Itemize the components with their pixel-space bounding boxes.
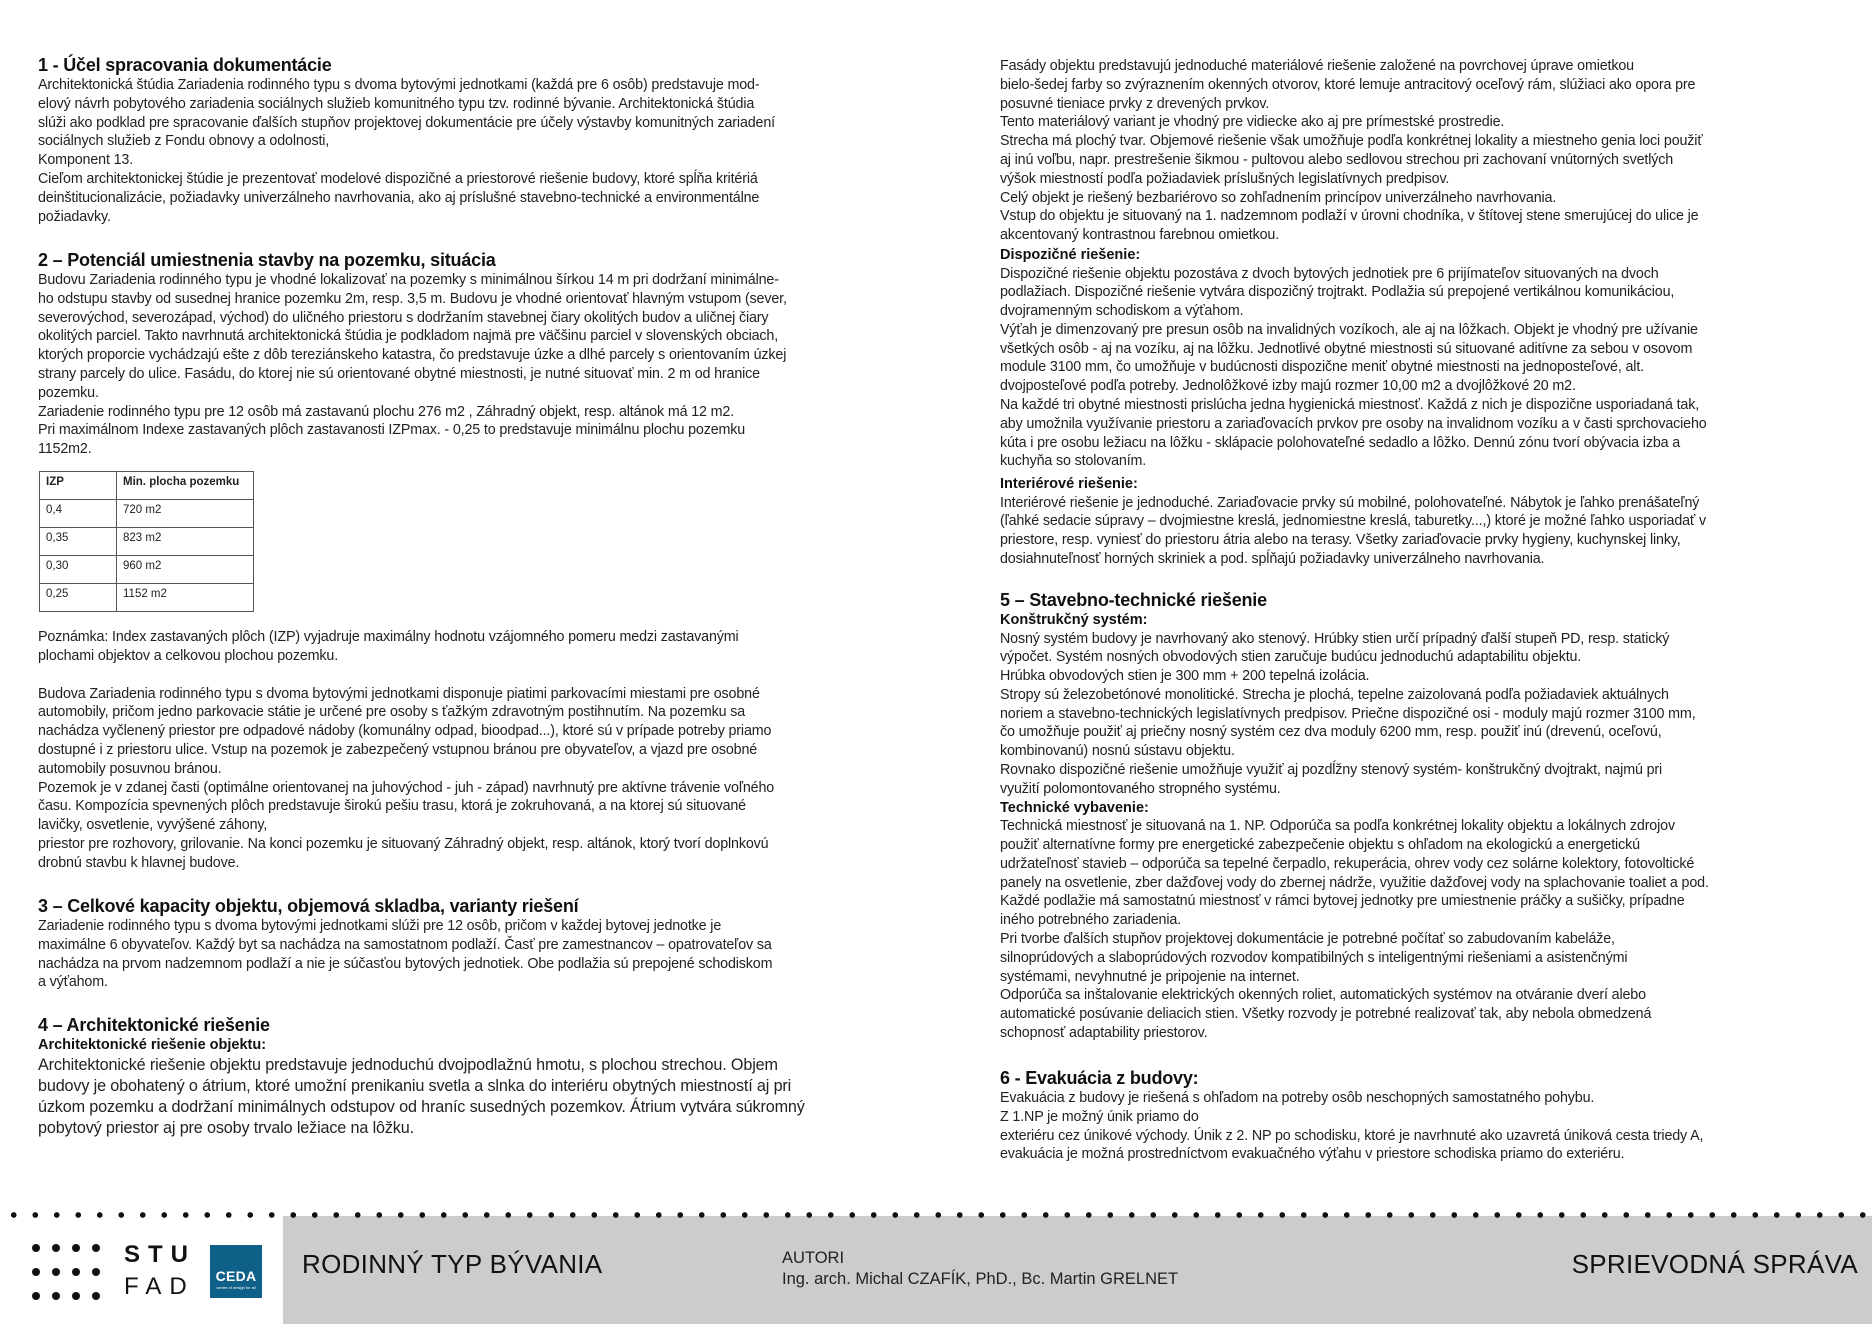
table-row: [40, 527, 254, 555]
section-facade: [1000, 57, 1850, 245]
interior-subtitle: Interiérové riešenie:: [1000, 476, 1138, 492]
facade-text: Fasády objektu predstavujú jednoduché materiálové riešenie založené na povrchovej úprave omietkou bielo-šedej farby so zvýraznením okenných otvorov, ktoré lemuje antracitový oceľový rám, slúžiaci ako opora pre posuvné tieniace prvky z drevených prvkov. Tento materiálový variant je vhodný pre vidiecke ako aj pre prímestské prostredie. Strecha má plochý tvar. Objemové riešenie však umožňuje podľa konkrétnej lokality a miestneho genia loci použiť aj inú voľbu, napr. prestrešenie šikmou - pultovou alebo sedlovou strechou pri zachovaní vnútorných svetlých výšok miestností podľa požiadaviek príslušných legislatívnych predpisov. Celý objekt je riešený bezbariérovo so zohľadnením princípov univerzálneho navrhovania. Vstup do objektu je situovaný na 1. nadzemnom podlaží v úrovni chodníka, v štítovej stene smerujúcej do ulice je akcentovaný kontrastnou farebnou omietkou.: [1000, 58, 1703, 244]
section-4-architecture: [38, 1015, 938, 1139]
section-title: 2 – Potenciál umiestnenia stavby na pozemku, situácia: [38, 250, 496, 270]
column-header-min-area: Min. plocha pozemku: [117, 471, 254, 499]
section-text: Budovu Zariadenia rodinného typu je vhodné lokalizovať na pozemky s minimálnou šírkou 14 m pri dodržaní minimálne- ho odstupu stavby od susednej hranice pozemku 2m, resp. 3,5 m. Budovu je vhodné orientovať hlavným vstupom (sever, severovýchod, severozápad, východ) do uličného priestoru s dodržaním stavebnej čiary okolitých budov a uličnej čiary okolitých parciel. Takto navrhnutá architektonická štúdia je podkladom najmä pre väčšinu parciel v slovenských obciach, ktorých proporcie vychádzajú ešte z dôb tereziánskeho katastra, čo predstavuje úzke a dlhé parcely s orientovaním úzkej strany parcely do ulice. Fasádu, do ktorej nie sú orientované obytné miestnosti, je nutné situovať min. 2 m od hranice pozemku. Zariadenie rodinného typu pre 12 osôb má zastavanú plochu 276 m2 , Záhradný objekt, resp. altánok má 12 m2. Pri maximálnom Indexe zastavaných plôch zastavanosti IZPmax. - 0,25 to predstavuje minimálnu plochu pozemku 1152m2.: [38, 272, 787, 458]
logo-stu-text: STU: [124, 1241, 196, 1268]
authors-label: AUTORI: [782, 1249, 845, 1267]
section-subtitle: Architektonické riešenie objektu:: [38, 1037, 267, 1053]
document-title: SPRIEVODNÁ SPRÁVA: [1571, 1249, 1858, 1279]
cell-min-area: 1152 m2: [117, 583, 254, 611]
table-row: [40, 583, 254, 611]
section-text-parking: Budova Zariadenia rodinného typu s dvoma bytovými jednotkami disponuje piatimi parkovacími miestami pre osobné automobily, pričom jedno parkovacie státie je určené pre osoby s ťažkým zdravotným postihnutím. Na pozemku sa nachádza vyčlenený priestor pre odpadové nádoby (komunálny odpad, bioodpad...), ktoré sú v prípade potreby priamo dostupné i z priestoru ulice. Vstup na pozemok je zabezpečený vstupnou bránou pre obyvateľov, a vjazd pre osobné automobily posuvnou bránou. Pozemok je v zdanej časti (optimálne orientovanej na juhovýchod - juh - západ) navrhnutý pre aktívne trávenie voľného času. Kompozícia spevnených plôch predstavuje širokú pešiu trasu, ktorá je zokruhovaná, a na ktorej sú situované lavičky, osvetlenie, vyvýšené záhony, priestor pre rozhovory, grilovanie. Na konci pozemku je situovaný Záhradný objekt, resp. altánok, ktorý tvorí doplnkovú drobnú stavbu k hlavnej budove.: [38, 685, 775, 871]
section-text: Zariadenie rodinného typu s dvoma bytovými jednotkami slúži pre 12 osôb, pričom v každej bytovej jednotke je maximálne 6 obyvateľov. Každý byt sa nachádza na samostatnom podlaží. Časť pre zamestnancov – opatrovateľov sa nachádza na prvom nadzemnom podlaží a nie je súčasťou bytových jednotiek. Obe podlažia sú prepojené schodiskom a výťahom.: [38, 918, 773, 991]
project-title: RODINNÝ TYP BÝVANIA: [302, 1249, 603, 1279]
dotted-divider: [0, 1212, 1872, 1218]
table-row: [40, 499, 254, 527]
ceda-logo-subtext: centre of design for all: [216, 1285, 256, 1290]
cell-izp: 0,30: [40, 555, 117, 583]
section-disposition: [1000, 246, 1850, 471]
cell-izp: 0,25: [40, 583, 117, 611]
logo-dot-grid-icon: [32, 1244, 108, 1304]
cell-min-area: 823 m2: [117, 527, 254, 555]
section-text: Architektonické riešenie objektu predstavuje jednoduchú dvojpodlažnú hmotu, s plochou strechou. Objem budovy je obohatený o átrium, ktoré umožní prenikaniu svetla a slnka do interiéru obytných miestností aj pri úzkom pozemku a dodržaní minimálnych odstupov od hraníc susedných pozemkov. Átrium vytvára súkromný pobytový priestor aj pre osoby trvalo ležiace na lôžku.: [38, 1055, 805, 1137]
section-title: 6 - Evakuácia z budovy:: [1000, 1068, 1199, 1088]
table-header-row: [40, 471, 254, 499]
section-text: Evakuácia z budovy je riešená s ohľadom na potreby osôb neschopných samostatného pohybu. Z 1.NP je možný únik priamo do exteriéru cez únikové východy. Únik z 2. NP po schodisku, ktoré je navrhnuté ako uzavretá úniková cesta triedy A, evakuácia je možná prostredníctvom evakuačného výťahu v priestore schodiska priamo do exteriéru.: [1000, 1090, 1704, 1163]
technical-equipment-subtitle: Technické vybavenie:: [1000, 799, 1149, 816]
ceda-logo: [210, 1245, 262, 1298]
column-header-izp: IZP: [40, 471, 117, 499]
interior-text: Interiérové riešenie je jednoduché. Zariaďovacie prvky sú mobilné, polohovateľné. Nábytok je ľahko prenášateľný (ľahké sedacie súpravy – dvojmiestne kreslá, jednomiestne kreslá, taburetky...,) ktoré je možné ľahko usporiadať v priestore, resp. vyniesť do priestoru átria alebo na terasy. Všetky zariaďovacie prvky hygieny, kuchynskej linky, dosiahnuteľnosť horných skriniek a pod. spĺňajú požiadavky univerzálneho navrhovania.: [1000, 494, 1706, 567]
cell-min-area: 960 m2: [117, 555, 254, 583]
authors-block: [782, 1248, 1178, 1290]
section-title: 5 – Stavebno-technické riešenie: [1000, 590, 1267, 610]
section-3-capacity: [38, 896, 938, 992]
izp-table: [39, 471, 254, 612]
ceda-logo-text: CEDA: [215, 1268, 257, 1284]
section-interior: [1000, 475, 1850, 569]
disposition-subtitle: Dispozičné riešenie:: [1000, 247, 1141, 263]
section-2-site: [38, 250, 938, 873]
section-title: 3 – Celkové kapacity objektu, objemová skladba, varianty riešení: [38, 896, 579, 916]
structural-system-subtitle: Konštrukčný systém:: [1000, 612, 1148, 628]
structural-system-text: Nosný systém budovy je navrhovaný ako stenový. Hrúbky stien určí prípadný ďalší stupeň PD, resp. statický výpočet. Systém nosných obvodových stien zaručuje budúcu jednoduchú adaptabilitu objektu. Hrúbka obvodových stien je 300 mm + 200 tepelná izolácia. Stropy sú železobetónové monolitické. Strecha je plochá, tepelne zaizolovaná podľa požiadaviek aktuálnych noriem a stavebno-technických legislatívnych predpisov. Priečne dispozičné osi - moduly majú rozmer 3100 mm, čo umožňuje použiť aj priečny nosný systém cez dva moduly 6200 mm, resp. použiť inú (drevenú, oceľovú, kombinovanú) nosnú sústavu objektu. Rovnako dispozičné riešenie umožňuje využiť aj pozdĺžny stenový systém- konštrukčný dvojtrakt, najmú pri využití polomontovaného stropného systému.: [1000, 630, 1696, 797]
table-row: [40, 555, 254, 583]
cell-min-area: 720 m2: [117, 499, 254, 527]
section-5-construction: [1000, 590, 1850, 1043]
section-title: 1 - Účel spracovania dokumentácie: [38, 55, 332, 75]
disposition-text: Dispozičné riešenie objektu pozostáva z dvoch bytových jednotiek pre 6 prijímateľov situovaných na dvoch podlažiach. Dispozičné riešenie vytvára dispozičný trojtrakt. Podlažia sú prepojené vertikálnou komunikáciou, dvojramenným schodiskom a výťahom. Výťah je dimenzovaný pre presun osôb na invalidných vozíkoch, ale aj na lôžkach. Objekt je vhodný pre užívanie všetkých osôb - aj na vozíku, aj na lôžku. Jednotlivé obytné miestnosti sú situované aditívne za sebou v osovom module 3100 mm, čo umožňuje v budúcnosti dispozične meniť obytné miestnosti na jednoposteľové, alt. dvojposteľové podľa potreby. Jednolôžkové izby majú rozmer 10,00 m2 a dvojlôžkové 20 m2. Na každé tri obytné miestnosti prislúcha jedna hygienická miestnosť. Každá z nich je dispozične usporiadaná tak, aby umožnila využívanie priestoru a zariaďovacích prvkov pre osoby na invalidnom vozíku a v časti sprchovacieho kúta i pre osobu ležiacu na lôžku - sklápacie polohovateľné sedadlo a lôžko. Dennú zónu tvorí obývacia izba a kuchyňa so stolovaním.: [1000, 265, 1707, 470]
technical-equipment-text: Technická miestnosť je situovaná na 1. NP. Odporúča sa podľa konkrétnej lokality objektu a lokálnych zdrojov použiť alternatívne formy pre energetické zabezpečenie objektu s ohľadom na ekologickú a energetickú udržateľnosť stavieb – odporúča sa tepelné čerpadlo, rekuperácia, ohrev vody cez solárne kolektory, fotovoltické panely na osvetlenie, zber dažďovej vody do zbernej nádrže, využitie dažďovej vody na splachovanie toaliet a pod. Každé podlažie má samostatnú miestnosť v rámci bytovej jednotky pre umiestnenie práčky a sušičky, prípadne iného potrebného zariadenia. Pri tvorbe ďalších stupňov projektovej dokumentácie je potrebné počítať so zabudovaním kabeláže, silnoprúdových a slaboprúdových rozvodov kompatibilných s inteligentnými riešeniami a asistenčnými systémami, nevyhnutné je pripojenie na internet. Odporúča sa inštalovanie elektrických okenných roliet, automatických systémov na otváranie dverí alebo automatické posúvanie deliacich stien. Všetky rozvody je potrebné realizovať tak, aby nebola obmedzená schopnosť adaptability priestorov.: [1000, 818, 1709, 1041]
logo-fad-text: FAD: [124, 1273, 195, 1300]
section-text: Architektonická štúdia Zariadenia rodinného typu s dvoma bytovými jednotkami (každá pre 6 osôb) predstavuje mod- elový návrh pobytového zariadenia sociálnych služieb komunitného typu tzv. rodinné bývanie. Architektonická štúdia slúži ako podklad pre spracovanie ďalších stupňov projektovej dokumentácie pre účely výstavby komunitných zariadení sociálnych služieb z Fondu obnovy a odolnosti, Komponent 13. Cieľom architektonickej štúdie je prezentovať modelové dispozičné a priestorové riešenie budovy, ktoré spĺňa kritériá deinštitucionalizácie, požiadavky univerzálneho navrhovania, ako aj príslušné stavebno-technické a environmentálne požiadavky.: [38, 77, 775, 225]
section-title: 4 – Architektonické riešenie: [38, 1015, 270, 1035]
stu-fad-logo: [32, 1240, 196, 1310]
section-6-evacuation: [1000, 1068, 1850, 1164]
title-block-footer: [0, 1212, 1872, 1324]
cell-izp: 0,4: [40, 499, 117, 527]
section-1-purpose: [38, 55, 938, 226]
cell-izp: 0,35: [40, 527, 117, 555]
izp-note: Poznámka: Index zastavaných plôch (IZP) vyjadruje maximálny hodnotu vzájomného pomeru medzi zastavanými plochami objektov a celkovou plochou pozemku.: [38, 628, 739, 664]
authors-names: Ing. arch. Michal CZAFÍK, PhD., Bc. Martin GRELNET: [782, 1270, 1179, 1288]
